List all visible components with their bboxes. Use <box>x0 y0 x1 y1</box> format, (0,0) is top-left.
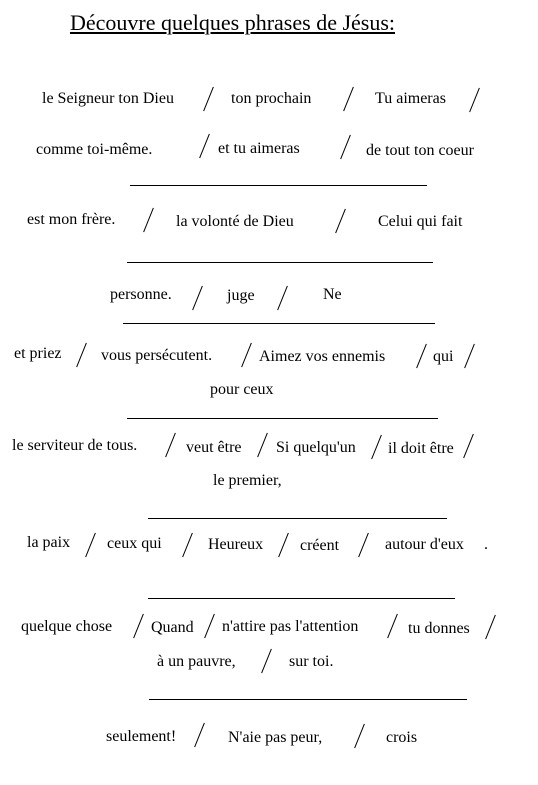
word-fragment[interactable]: ton prochain <box>231 90 312 107</box>
word-fragment[interactable]: . <box>484 536 488 553</box>
word-fragment[interactable]: Celui qui fait <box>378 213 463 230</box>
slash-separator <box>199 134 210 158</box>
slash-separator <box>133 614 144 638</box>
slash-separator <box>85 533 96 557</box>
word-fragment[interactable]: la paix <box>27 534 71 551</box>
word-fragment[interactable]: Heureux <box>208 536 264 553</box>
answer-line[interactable] <box>130 185 427 186</box>
word-fragment[interactable]: comme toi-même. <box>36 141 153 158</box>
slash-separator <box>204 614 215 638</box>
slash-separator <box>76 343 87 367</box>
word-fragment[interactable]: veut être <box>186 439 242 456</box>
slash-separator <box>261 649 272 673</box>
answer-line[interactable] <box>127 418 438 419</box>
slash-separator <box>469 88 480 112</box>
word-fragment[interactable]: de tout ton coeur <box>366 142 474 159</box>
answer-line[interactable] <box>123 323 435 324</box>
word-fragment[interactable]: ceux qui <box>107 535 162 552</box>
word-fragment[interactable]: est mon frère. <box>27 211 116 228</box>
word-fragment[interactable]: il doit être <box>388 440 454 457</box>
word-fragment[interactable]: la volonté de Dieu <box>176 213 294 230</box>
slash-separator <box>416 344 427 368</box>
slash-separator <box>387 614 398 638</box>
page-title: Découvre quelques phrases de Jésus: <box>70 10 396 35</box>
word-fragment[interactable]: seulement! <box>106 728 177 745</box>
word-fragment[interactable]: juge <box>227 287 255 304</box>
word-fragment[interactable]: créent <box>300 537 340 554</box>
slash-separator <box>371 435 382 459</box>
word-fragment[interactable]: autour d'eux <box>385 536 464 553</box>
slash-separator <box>463 434 474 458</box>
word-fragment[interactable]: tu donnes <box>408 620 470 637</box>
word-fragment[interactable]: Ne <box>323 286 342 303</box>
word-fragment[interactable]: le serviteur de tous. <box>12 437 138 454</box>
slash-separator <box>194 723 205 747</box>
word-fragment[interactable]: qui <box>433 348 454 365</box>
answer-line[interactable] <box>148 598 455 599</box>
answer-line[interactable] <box>148 518 447 519</box>
word-fragment[interactable]: pour ceux <box>210 381 274 398</box>
slash-separator <box>340 135 351 159</box>
word-fragment[interactable]: le Seigneur ton Dieu <box>42 90 174 107</box>
slash-separator <box>182 533 193 557</box>
slash-separator <box>485 615 496 639</box>
word-fragment[interactable]: et tu aimeras <box>218 140 300 157</box>
answer-line[interactable] <box>149 699 467 700</box>
word-fragment[interactable]: sur toi. <box>289 653 334 670</box>
word-fragment[interactable]: vous persécutent. <box>101 347 213 364</box>
slash-separator <box>143 208 154 232</box>
slash-separator <box>241 343 252 367</box>
slash-separator <box>192 286 203 310</box>
slash-separator <box>343 87 354 111</box>
word-fragment[interactable]: Aimez vos ennemis <box>259 348 386 365</box>
word-fragment[interactable]: quelque chose <box>21 618 113 635</box>
slash-separator <box>257 433 268 457</box>
slash-separator <box>335 209 346 233</box>
slash-separator <box>354 724 365 748</box>
word-fragment[interactable]: N'aie pas peur, <box>228 729 323 746</box>
slash-separator <box>464 344 475 368</box>
word-fragment[interactable]: Si quelqu'un <box>276 439 356 456</box>
word-fragment[interactable]: n'attire pas l'attention <box>222 618 359 635</box>
answer-line[interactable] <box>127 262 433 263</box>
slash-separator <box>358 533 369 557</box>
slash-separator <box>165 433 176 457</box>
slash-separator <box>277 286 288 310</box>
word-fragment[interactable]: le premier, <box>213 472 282 489</box>
word-fragment[interactable]: Quand <box>151 619 194 636</box>
slash-separator <box>278 533 289 557</box>
slash-separator <box>203 87 214 111</box>
word-fragment[interactable]: crois <box>386 729 418 746</box>
word-fragment[interactable]: Tu aimeras <box>375 90 446 107</box>
word-fragment[interactable]: personne. <box>110 286 172 303</box>
word-fragment[interactable]: et priez <box>14 345 62 362</box>
word-fragment[interactable]: à un pauvre, <box>157 653 236 670</box>
